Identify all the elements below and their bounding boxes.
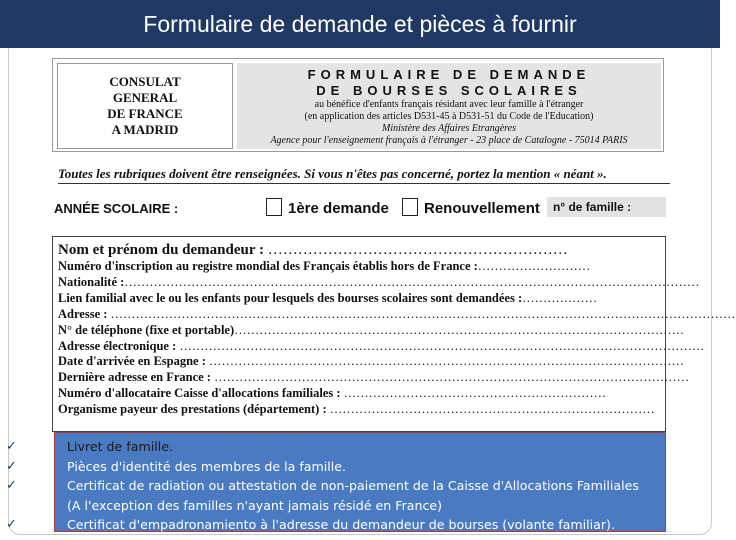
checkmark-icon: ✓ [6,439,17,454]
form-ministry: Ministère des Affaires Etrangères [382,123,516,134]
divider [58,183,670,184]
field-label: Nationalité : [58,274,125,289]
slide-title-bar [0,0,720,48]
field-row[interactable] [58,354,685,370]
list-item [0,517,720,537]
form-subtitle: (en application des articles D531-45 à D531-51 du Code de l'Education) [304,111,594,122]
field-dots: ……………………………………………………………………………………………… [234,322,685,337]
consulat-line: CONSULAT [109,74,181,89]
field-dots: …………………………………………………………………………………………………… [209,354,685,369]
renewal-checkbox[interactable] [402,198,418,216]
renewal-label: Renouvellement [424,200,540,217]
consulat-line: GENERAL [112,90,178,105]
field-label: Nom et prénom du demandeur : [58,242,264,258]
slide-title: Formulaire de demande et pièces à fournir [143,10,577,37]
form-title-line1: FORMULAIRE DE DEMANDE [307,67,591,82]
field-label: Numéro d'inscription au registre mondial des Français établis hors de France : [58,259,478,273]
applicant-fields [52,236,736,432]
field-label: Dernière adresse en France : [58,370,211,385]
consulat-line: A MADRID [111,122,179,137]
field-row[interactable] [58,370,690,386]
field-dots: ………………………………………………………………………………………………………………………… [124,274,700,289]
field-dots: …………………………………………………………………… [329,402,655,417]
field-dots: ……………………………………………………………………………………………………………… [179,338,705,353]
field-label: Numéro d'allocataire Caisse d'allocations familiales : [58,386,341,401]
field-dots: …………………………………………………………………………………………………………………………………… [110,306,736,321]
list-item [0,498,720,518]
document-text: Pièces d'identité des membres de la famille. [67,458,347,474]
documents-list [0,439,720,537]
field-label: Lien familial avec le ou les enfants pour lesquels des bourses scolaires sont demandées : [58,290,523,305]
checkmark-icon: ✓ [6,517,17,532]
document-text: (A l'exception des familles n'ayant jamais résidé en France) [67,497,443,513]
form-title-block [237,63,661,149]
form-header [52,58,664,152]
field-label: Adresse électronique : [58,338,177,353]
field-row[interactable] [58,306,736,323]
consulat-block [57,63,233,149]
field-dots: …………………………………………………… [267,242,568,258]
family-number-label: n° de famille : [553,200,632,214]
field-row[interactable] [58,291,660,307]
family-number-field[interactable] [547,197,666,217]
first-request-checkbox[interactable] [266,198,282,216]
form-title-line2: DE BOURSES SCOLAIRES [316,83,582,98]
form-instructions: Toutes les rubriques doivent être renseignées. Si vous n'êtes pas concerné, portez la mention « néant ». [58,166,607,181]
field-dots: ……………………… [477,259,591,273]
field-dots: ……………………………………………………… [343,386,607,401]
document-text: Livret de famille. [67,439,173,454]
form-agency: Agence pour l'enseignement français à l'étranger - 23 place de Catalogne - 75014 PARIS [270,135,628,146]
field-label: Date d'arrivée en Espagne : [58,354,206,369]
form-subtitle: au bénéfice d'enfants français résidant avec leur famille à l'étranger [314,99,584,110]
list-item [0,439,720,459]
field-row[interactable] [58,338,705,355]
field-row[interactable] [58,402,660,418]
checkmark-icon: ✓ [6,478,17,493]
field-row[interactable] [58,322,685,339]
consulat-line: DE FRANCE [107,106,183,121]
field-label: Organisme payeur des prestations (département) : [58,402,327,417]
field-label: Adresse : [58,306,108,321]
list-item [0,478,720,498]
field-dots: ……………… [522,290,598,305]
field-row[interactable] [58,259,660,275]
first-request-label: 1ère demande [288,200,389,217]
list-item [0,459,720,479]
field-dots: …………………………………………………………………………………………………… [214,370,690,385]
document-text: Certificat d'empadronamiento à l'adresse du demandeur de bourses (volante familiar). [67,517,615,532]
checkmark-icon: ✓ [6,458,17,474]
field-row[interactable] [58,386,660,402]
document-text: Certificat de radiation ou attestation de non-paiement de la Caisse d'Allocations Familiales [67,478,639,493]
field-label: N° de téléphone (fixe et portable) [58,322,235,337]
field-row[interactable] [58,241,660,259]
field-row[interactable] [58,274,700,291]
school-year-label: ANNÉE SCOLAIRE : [54,201,179,216]
